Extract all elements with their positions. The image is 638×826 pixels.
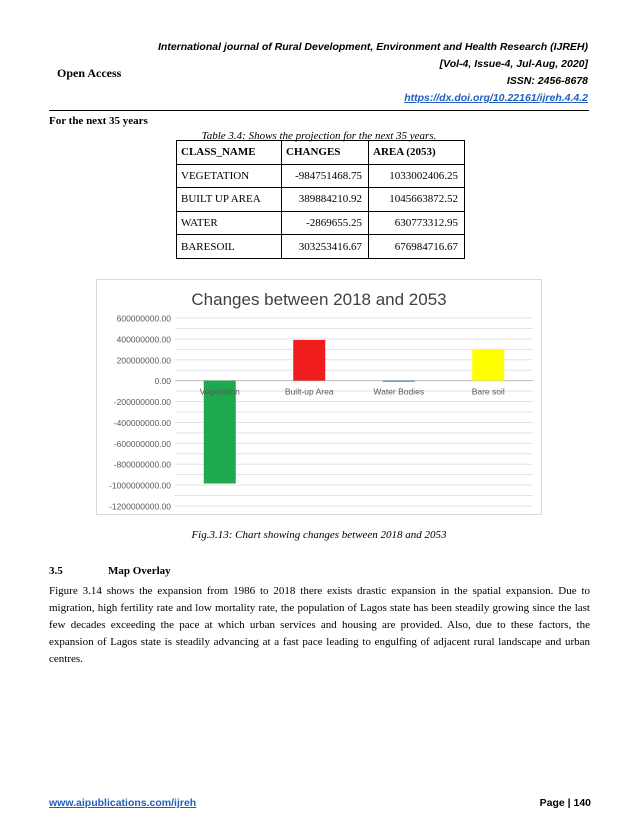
y-tick-label: -200000000.00 [113,397,171,408]
table-header-cell: CHANGES [282,141,369,165]
table-cell: 389884210.92 [282,188,369,212]
chart-category-labels [200,387,505,397]
table-cell: 676984716.67 [369,235,465,259]
chart-bar [293,340,325,381]
section-number: 3.5 [49,565,63,577]
table-header-cell: CLASS_NAME [177,141,282,165]
projection-table [176,140,465,259]
category-label: Vegetation [199,386,240,397]
journal-title: International journal of Rural Development, Environment and Health Research (IJREH) [158,41,588,53]
y-tick-label: -1200000000.00 [109,501,171,512]
chart-bar [472,349,504,381]
journal-issn: ISSN: 2456-8678 [506,75,588,87]
y-tick-label: 600000000.00 [116,313,171,324]
table-row [177,188,465,212]
table-cell: -2869655.25 [282,211,369,235]
section-title: Map Overlay [108,565,171,577]
doi-link[interactable]: https://dx.doi.org/10.22161/ijreh.4.4.2 [404,92,588,104]
section-heading: For the next 35 years [49,115,148,127]
open-access-label: Open Access [57,66,122,80]
category-label: Bare soil [471,386,505,397]
table-cell: BUILT UP AREA [177,188,282,212]
table-cell: BARESOIL [177,235,282,259]
table-row [177,211,465,235]
table-row [177,164,465,188]
category-label: Built-up Area [284,386,334,397]
figure-caption: Fig.3.13: Chart showing changes between 2018 and 2053 [191,529,447,541]
table-header-cell: AREA (2053) [369,141,465,165]
table-caption: Table 3.4: Shows the projection for the next 35 years. [201,130,437,142]
changes-chart [96,279,542,515]
y-tick-label: 400000000.00 [116,334,171,345]
header-divider [49,110,589,111]
page-number: Page | 140 [539,797,591,809]
y-tick-label: -800000000.00 [113,459,171,470]
footer-url-link[interactable]: www.aipublications.com/ijreh [49,797,197,809]
chart-bar [383,381,415,382]
table-header-row [177,141,465,165]
chart-y-ticks [109,314,171,512]
table-cell: VEGETATION [177,164,282,188]
table-cell: -984751468.75 [282,164,369,188]
journal-volume: [Vol-4, Issue-4, Jul-Aug, 2020] [439,58,588,70]
table-row [177,235,465,259]
y-tick-label: 200000000.00 [116,355,171,366]
table-cell: 1045663872.52 [369,188,465,212]
chart-title: Changes between 2018 and 2053 [191,290,447,309]
y-tick-label: -600000000.00 [113,438,171,449]
table-cell: 630773312.95 [369,211,465,235]
page-header [0,0,638,112]
y-tick-label: -1000000000.00 [109,480,171,491]
category-label: Water Bodies [373,386,425,397]
y-tick-label: -400000000.00 [113,417,171,428]
table-cell: WATER [177,211,282,235]
table-cell: 1033002406.25 [369,164,465,188]
y-tick-label: 0.00 [154,376,171,387]
table-cell: 303253416.67 [282,235,369,259]
chart-canvas [97,280,541,514]
body-paragraph: Figure 3.14 shows the expansion from 1986 to 2018 there exists drastic expansion in the spatial expansion. Due to migration, high fertility rate and low mortality rate, the population of Lagos state has been steadily growing since the last few decades exceeding the pace at which urban services and housing are provided. Also, due to these factors, the expansion of Lagos state is steadily advancing at a fast pace leading to engulfing of adjacent rural landscape and urban centres. [49,585,590,665]
